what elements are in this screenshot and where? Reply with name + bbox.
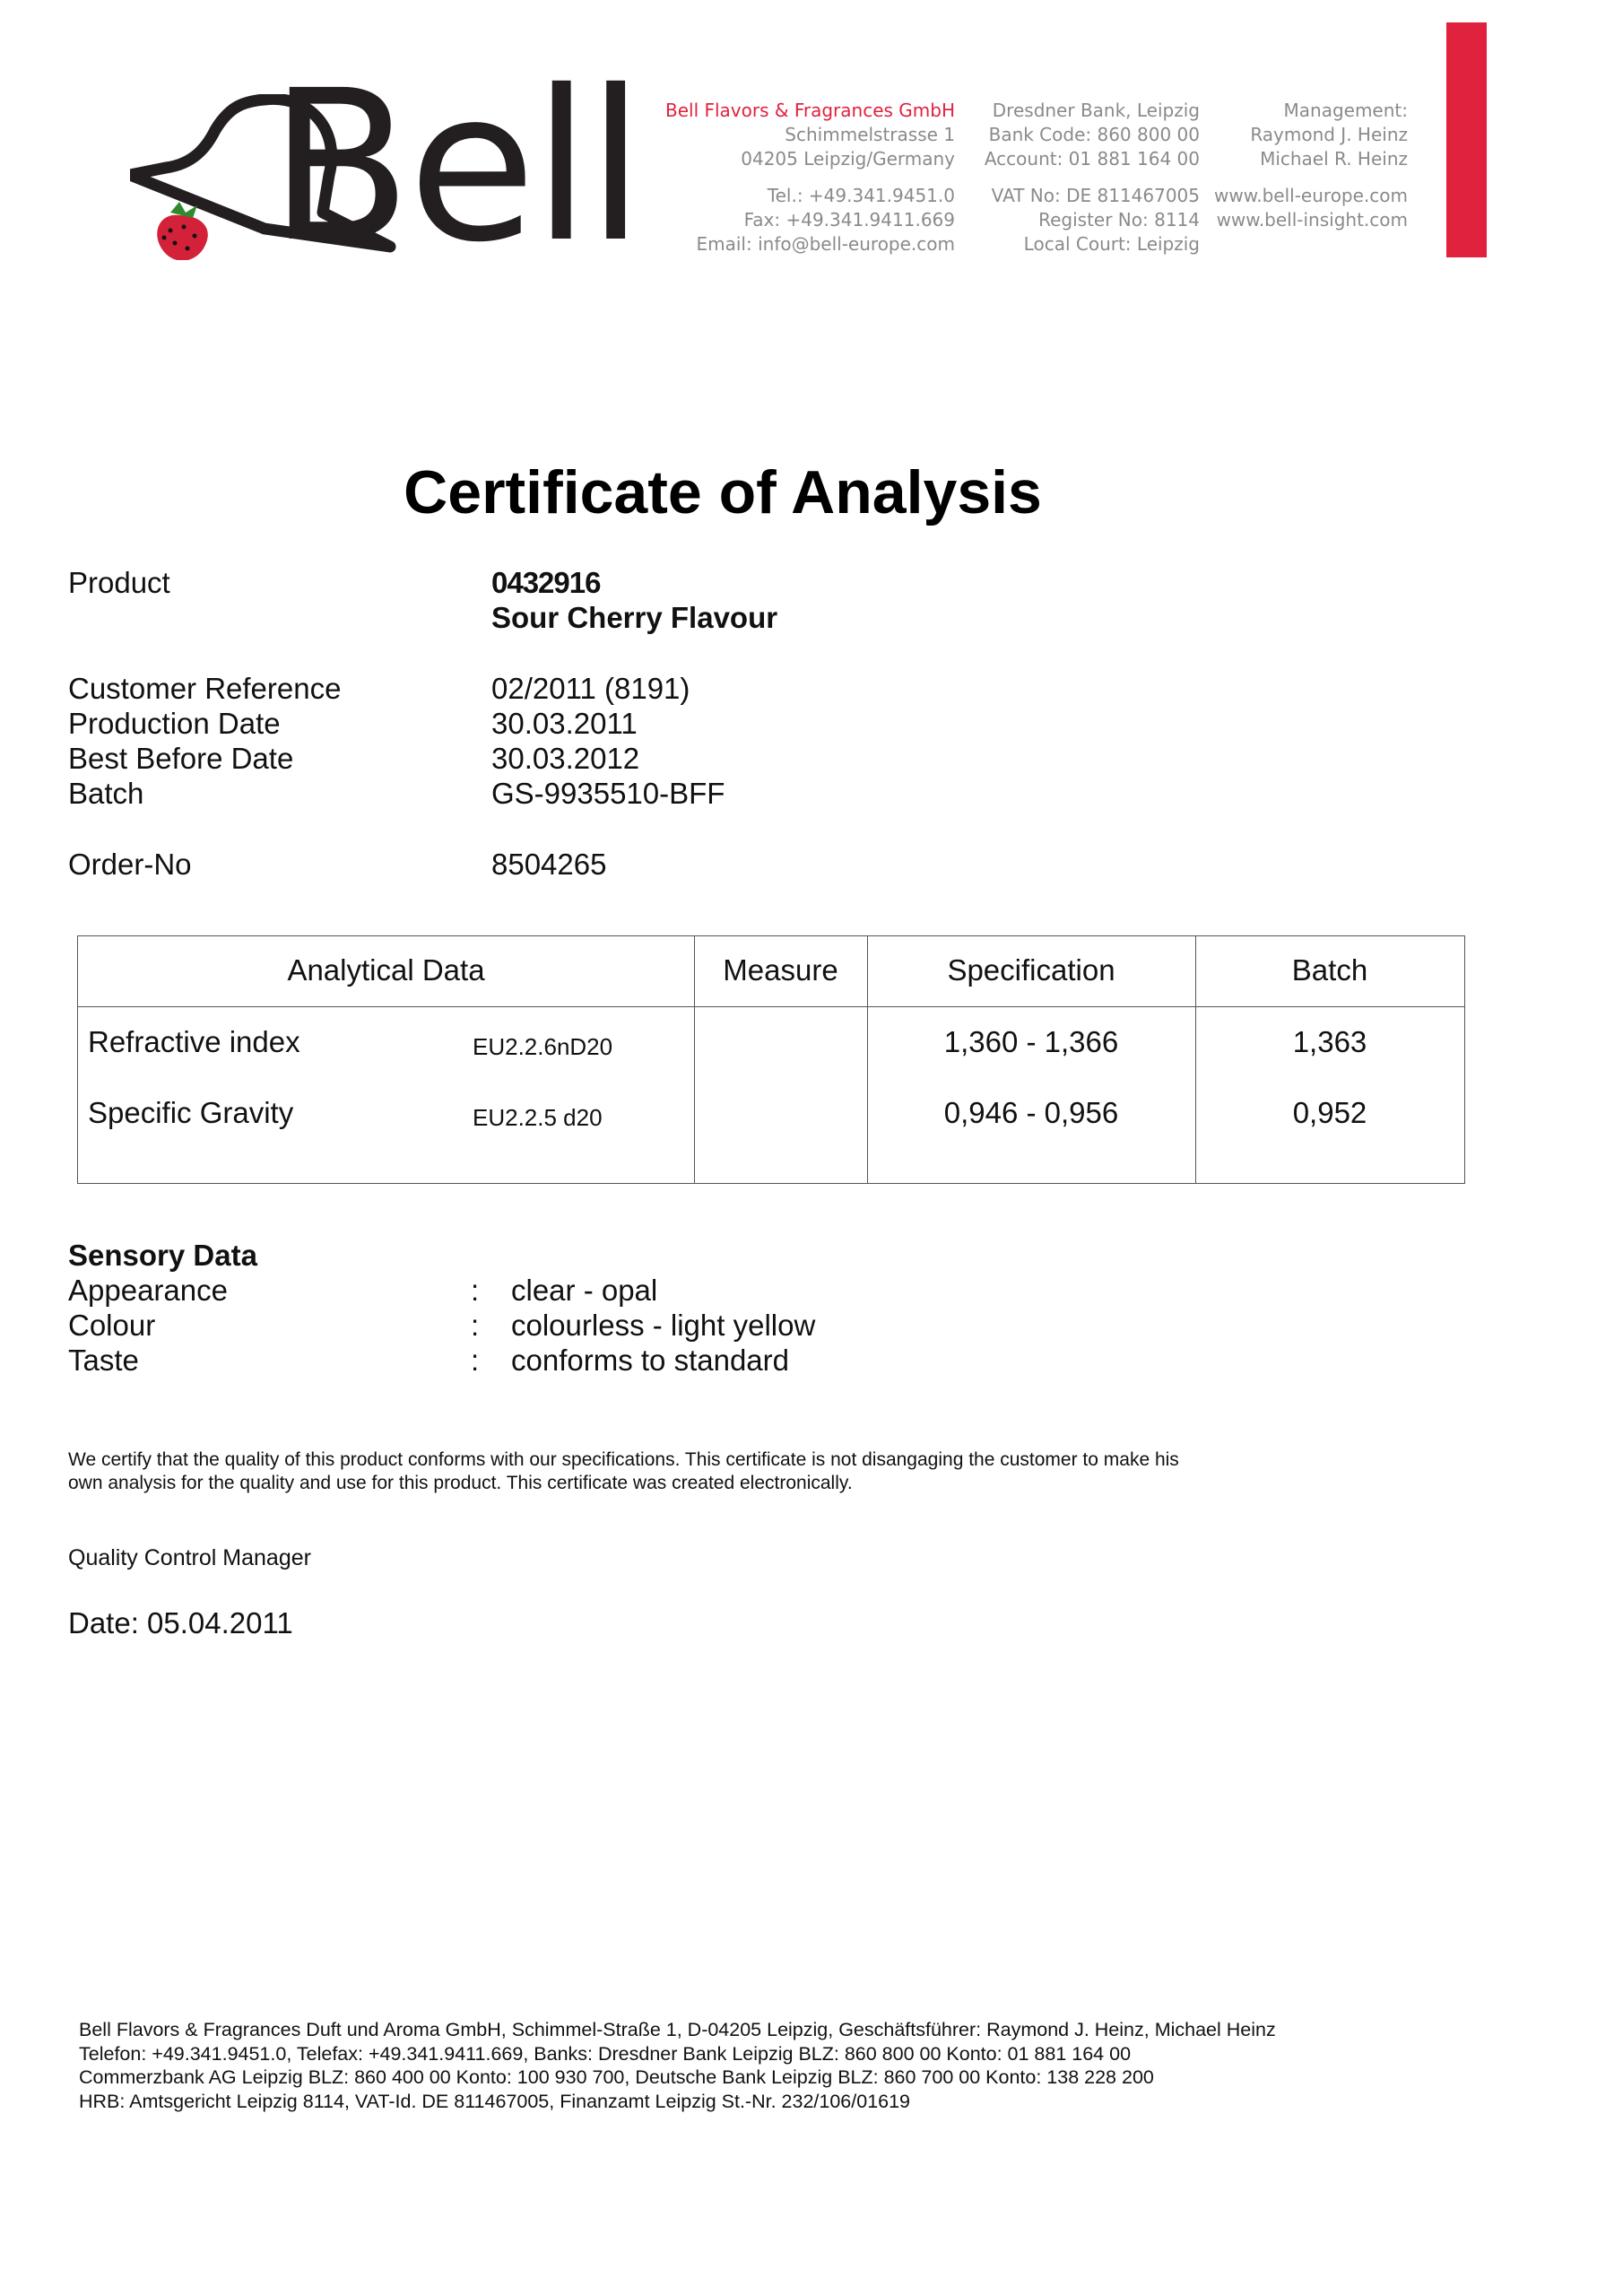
website-link[interactable]: www.bell-insight.com [1216,209,1408,230]
customer-reference-value: 02/2011 (8191) [491,672,690,705]
sensory-heading: Sensory Data [68,1239,257,1272]
colour-value: colourless - light yellow [511,1309,816,1342]
row-specification: 0,946 - 0,956 [943,1096,1119,1129]
bank-line: Dresdner Bank, Leipzig [992,100,1200,121]
document-date: Date: 05.04.2011 [68,1606,293,1639]
logo-wordmark: Bell [269,46,641,288]
row-method: EU2.2.5 d20 [473,1104,603,1131]
registry-line: VAT No: DE 811467005 [991,185,1200,206]
row-batch-value: 1,363 [1292,1025,1367,1058]
page-title: Certificate of Analysis [404,458,1042,526]
footer-line: Bell Flavors & Fragrances Duft und Aroma GmbH, Schimmel-Straße 1, D-04205 Leipzig, Geschäftsführer: Raymond J. Heinz, Michael Heinz [79,2019,1276,2040]
row-name: Refractive index [88,1025,300,1058]
company-name: Bell Flavors & Fragrances GmbH [664,100,955,121]
appearance-value: clear - opal [511,1274,658,1307]
certification-line: own analysis for the quality and use for this product. This certificate was created electronically. [68,1473,853,1493]
website-link[interactable]: www.bell-europe.com [1214,185,1408,206]
colour-label: Colour [68,1309,156,1342]
row-specification: 1,360 - 1,366 [943,1025,1119,1058]
fax-line: Fax: +49.341.9411.669 [743,209,955,230]
row-batch-value: 0,952 [1292,1096,1367,1129]
bank-line: Bank Code: 860 800 00 [988,124,1200,145]
footer-line: Telefon: +49.341.9451.0, Telefax: +49.341.9411.669, Banks: Dresdner Bank Leipzig BLZ: 860 800 00 Konto: 01 881 164 00 [79,2042,1132,2065]
header-management-block [1214,99,1408,232]
header-bank-block [985,99,1200,257]
email-link[interactable]: Email: info@bell-europe.com [696,233,955,255]
address-line: 04205 Leipzig/Germany [741,148,955,170]
header-specification: Specification [947,953,1115,987]
taste-label: Taste [68,1344,139,1377]
footer-line: Commerzbank AG Leipzig BLZ: 860 400 00 Konto: 100 930 700, Deutsche Bank Leipzig BLZ: 860 700 00 Konto: 138 228 200 [79,2066,1154,2088]
registry-line: Local Court: Leipzig [1023,233,1200,255]
separator: : [471,1344,480,1377]
separator: : [471,1274,480,1307]
best-before-value: 30.03.2012 [491,742,640,775]
management-line: Raymond J. Heinz [1250,124,1408,145]
product-label: Product [68,566,170,599]
batch-value: GS-9935510-BFF [491,777,725,810]
best-before-label: Best Before Date [68,742,294,775]
management-line: Management: [1283,100,1408,121]
customer-reference-label: Customer Reference [68,672,342,705]
row-name: Specific Gravity [88,1096,294,1129]
strawberry-icon [157,202,208,260]
order-no-value: 8504265 [491,848,607,881]
certification-line: We certify that the quality of this product conforms with our specifications. This certificate is not disangaging the customer to make his [68,1449,1179,1470]
management-line: Michael R. Heinz [1260,148,1408,170]
phone-line: Tel.: +49.341.9451.0 [767,185,955,206]
separator: : [471,1309,480,1342]
brand-red-bar [1446,22,1487,257]
bank-line: Account: 01 881 164 00 [984,148,1200,170]
product-code: 0432916 [491,566,601,599]
appearance-label: Appearance [68,1274,228,1307]
footer-line: HRB: Amtsgericht Leipzig 8114, VAT-Id. DE 811467005, Finanzamt Leipzig St.-Nr. 232/106/01619 [79,2090,911,2112]
batch-label: Batch [68,777,144,810]
product-name: Sour Cherry Flavour [491,601,778,634]
production-date-label: Production Date [68,707,281,740]
row-method: EU2.2.6nD20 [473,1033,613,1060]
registry-line: Register No: 8114 [1038,209,1200,230]
header-measure: Measure [723,953,838,987]
taste-value: conforms to standard [511,1344,789,1377]
header-company-block [665,99,955,257]
order-no-label: Order-No [68,848,192,881]
header-analytical-data: Analytical Data [287,953,485,987]
address-line: Schimmelstrasse 1 [785,124,955,145]
header-batch: Batch [1291,953,1368,987]
analysis-table [77,935,1465,1184]
production-date-value: 30.03.2011 [491,707,638,740]
footer [79,2018,1276,2113]
signature-role: Quality Control Manager [68,1545,311,1570]
